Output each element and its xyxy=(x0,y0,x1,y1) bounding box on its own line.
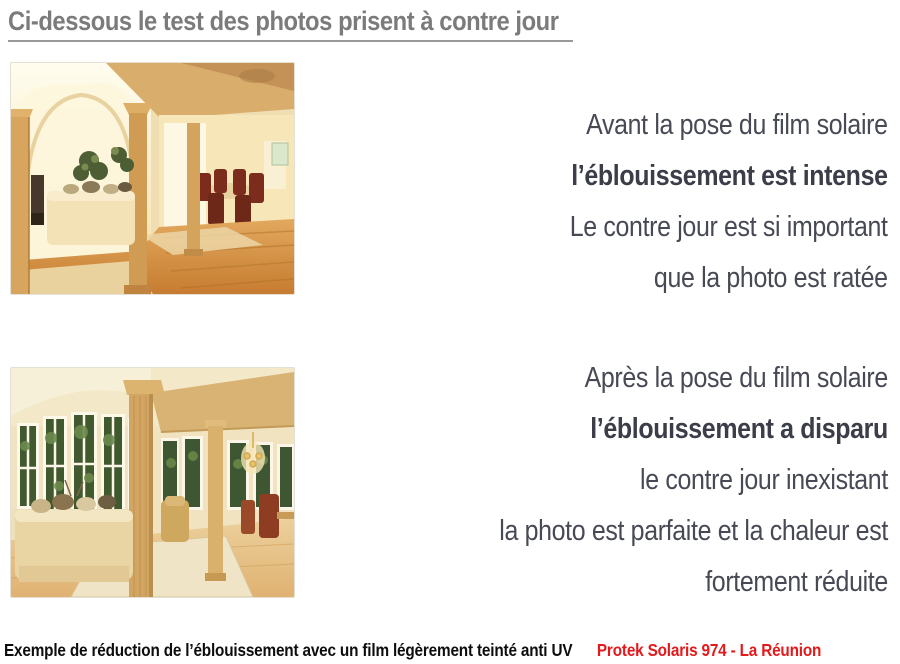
before-photo xyxy=(10,62,295,295)
caption-description: Exemple de réduction de l’éblouissement avec un film légèrement teinté anti UV xyxy=(4,640,573,660)
after-photo xyxy=(10,367,295,598)
after-line-5: fortement réduite xyxy=(705,566,888,598)
page-title: Ci-dessous le test des photos prisent à contre jour xyxy=(8,6,573,42)
after-line-2: l’éblouissement a disparu xyxy=(590,413,888,445)
bottom-caption xyxy=(4,640,821,661)
after-line-3: le contre jour inexistant xyxy=(640,464,888,496)
before-photo-illustration xyxy=(11,63,294,294)
after-line-4: la photo est parfaite et la chaleur est xyxy=(499,515,888,547)
after-photo-illustration xyxy=(11,368,294,597)
after-line-1: Après la pose du film solaire xyxy=(584,362,888,394)
before-line-2: l’éblouissement est intense xyxy=(571,160,888,192)
caption-brand: Protek Solaris 974 - La Réunion xyxy=(596,640,822,660)
before-line-1: Avant la pose du film solaire xyxy=(586,109,888,141)
before-line-4: que la photo est ratée xyxy=(654,262,888,294)
before-line-3: Le contre jour est si important xyxy=(570,211,888,243)
before-text-block xyxy=(570,100,888,304)
after-text-block xyxy=(499,353,888,608)
